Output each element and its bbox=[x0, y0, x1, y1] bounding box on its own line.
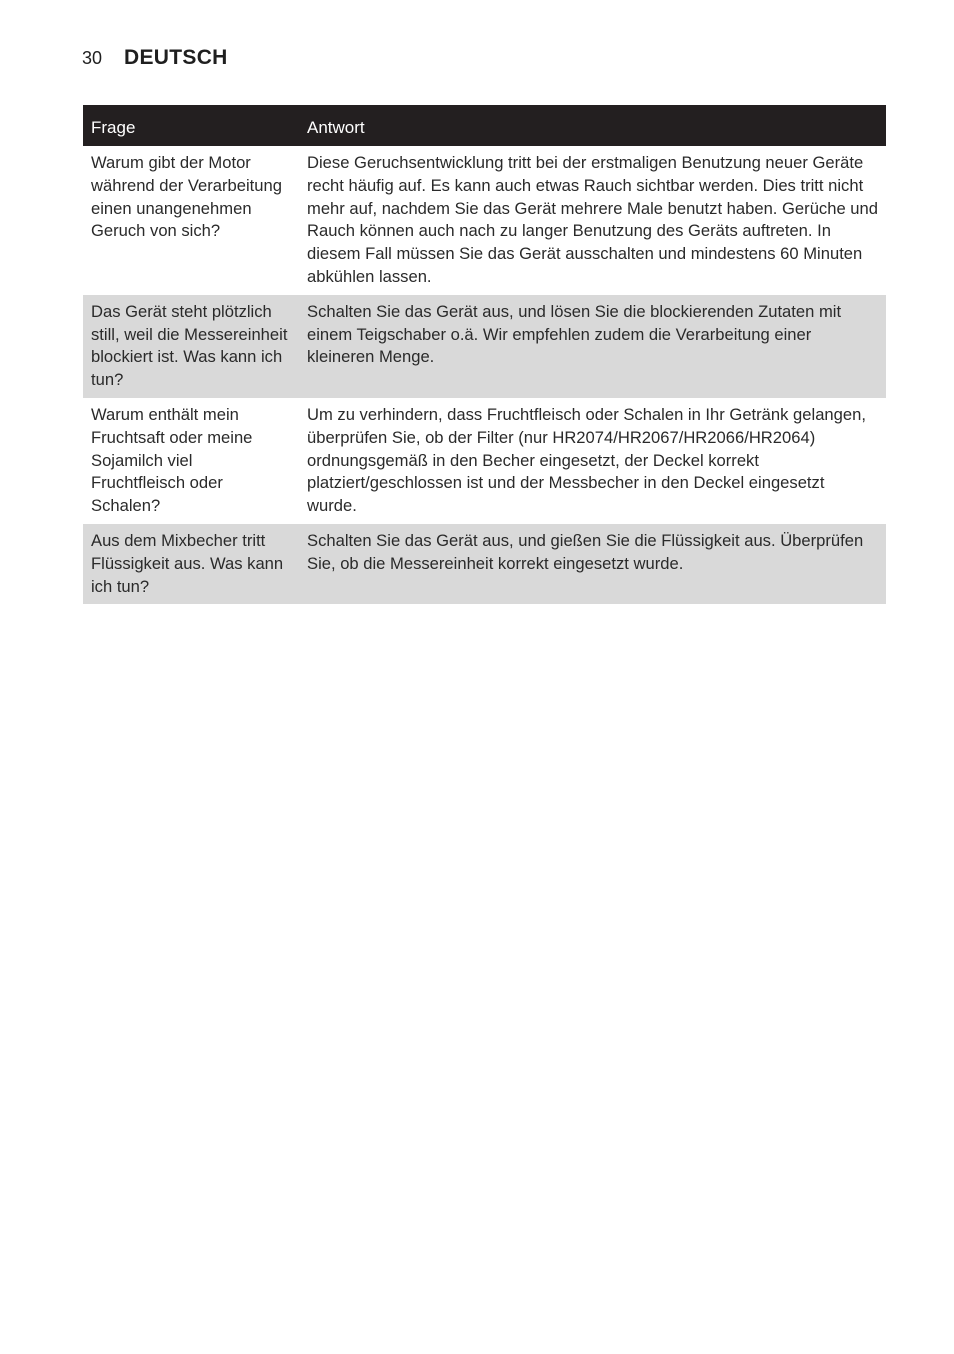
column-header-answer: Antwort bbox=[299, 105, 886, 146]
question-cell: Das Gerät steht plötzlich still, weil die Messereinheit blockiert ist. Was kann ich tun? bbox=[83, 295, 299, 398]
question-cell: Aus dem Mixbecher tritt Flüssigkeit aus. Was kann ich tun? bbox=[83, 524, 299, 604]
table-row bbox=[83, 146, 886, 295]
answer-cell: Um zu verhindern, dass Fruchtfleisch oder Schalen in Ihr Getränk gelangen, überprüfen Sie, ob der Filter (nur HR2074/HR2067/HR2066/HR2064) ordnungsgemäß in den Becher eingesetzt, der Deckel korrekt platziert/geschlossen ist und der Messbecher in den Deckel eingesetzt wurde. bbox=[307, 404, 866, 516]
table-row bbox=[83, 398, 886, 524]
table-row bbox=[83, 524, 886, 604]
page-header bbox=[82, 46, 228, 70]
column-header-question: Frage bbox=[83, 105, 299, 146]
answer-cell: Schalten Sie das Gerät aus, und gießen Sie die Flüssigkeit aus. Überprüfen Sie, ob die Messereinheit korrekt eingesetzt wurde. bbox=[299, 524, 886, 604]
section-title: DEUTSCH bbox=[124, 46, 228, 69]
question-cell: Warum gibt der Motor während der Verarbeitung einen unangenehmen Geruch von sich? bbox=[91, 153, 282, 241]
faq-table bbox=[83, 105, 886, 604]
page-number: 30 bbox=[82, 48, 103, 68]
table-header-row bbox=[83, 105, 886, 146]
question-cell: Warum enthält mein Fruchtsaft oder meine Sojamilch viel Fruchtfleisch oder Schalen? bbox=[91, 404, 253, 516]
answer-cell: Diese Geruchsentwicklung tritt bei der erstmaligen Benutzung neuer Geräte recht häufig auf. Es kann auch etwas Rauch sichtbar werden. Dies tritt nicht mehr auf, nachdem Sie das Gerät mehrere Male benutzt haben. Gerüche und Rauch können auch nach zu langer Benutzung des Geräts auftreten. In diesem Fall müssen Sie das Gerät ausschalten und mindestens 60 Minuten abkühlen lassen. bbox=[307, 153, 878, 286]
answer-cell: Schalten Sie das Gerät aus, und lösen Sie die blockierenden Zutaten mit einem Teigschaber o.ä. Wir empfehlen zudem die Verarbeitung einer kleineren Menge. bbox=[299, 295, 886, 398]
table-row bbox=[83, 295, 886, 398]
